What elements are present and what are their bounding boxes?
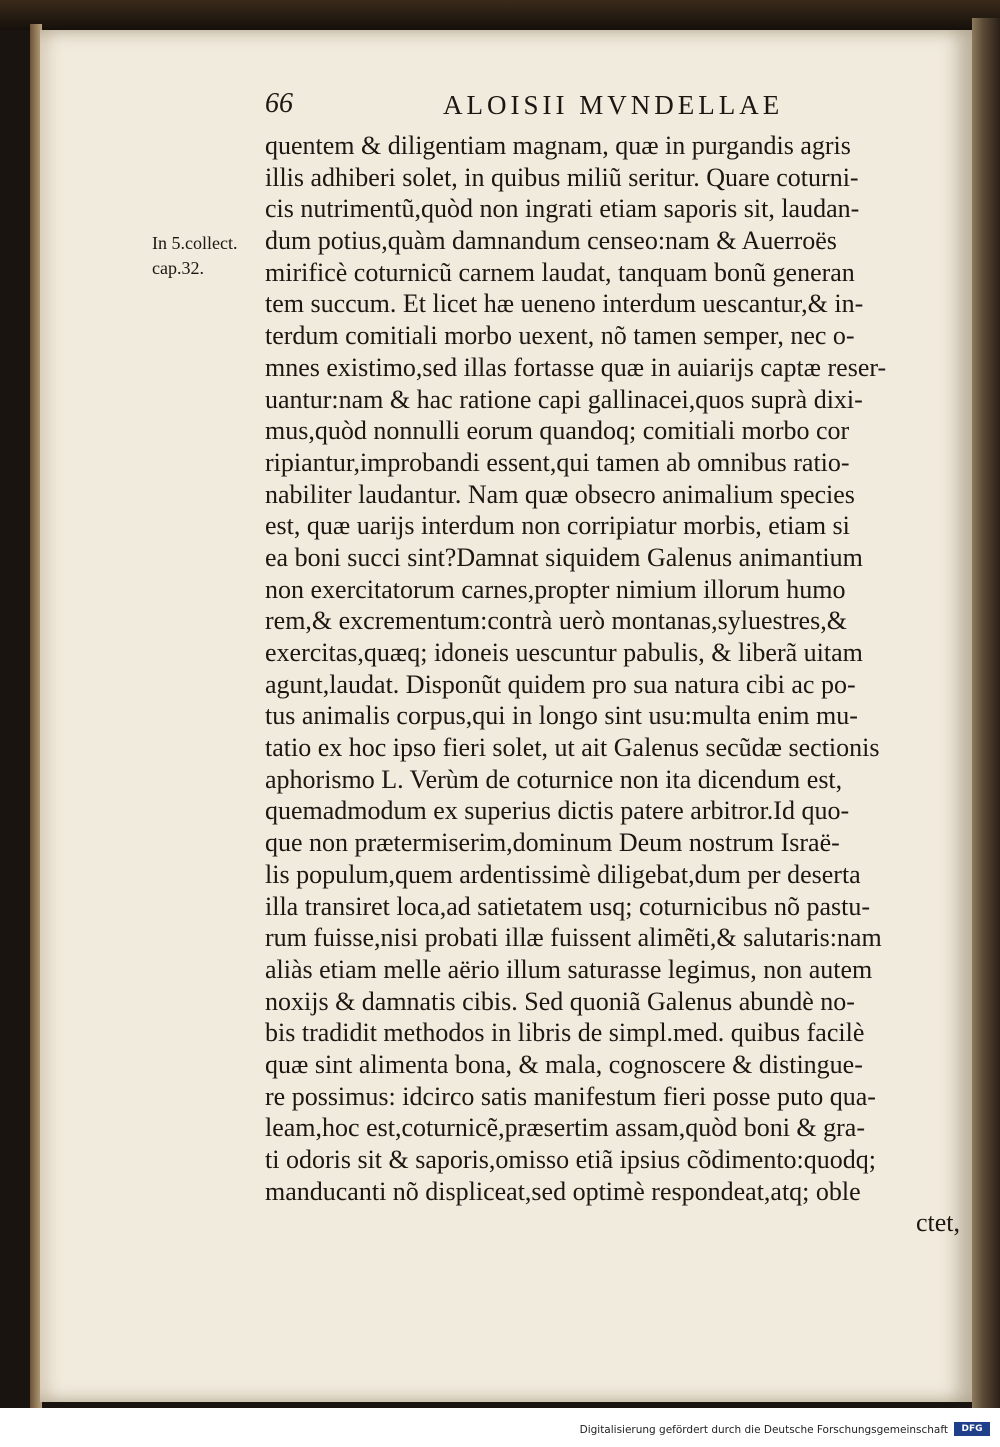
text-line: leam,hoc est,coturnicẽ,præsertim assam,quòd boni & gra- [265,1113,866,1143]
margin-note [152,231,262,281]
text-line: ti odoris sit & saporis,omisso etiã ipsius cõdimento:quodq; [265,1145,876,1174]
text-line: illis adhiberi solet, in quibus miliũ seritur. Quare coturni- [265,162,859,192]
text-line: est, quæ uarijs interdum non corripiatur morbis, etiam si [265,511,850,541]
text-line: mnes existimo,sed illas fortasse quæ in auiarijs captæ reser- [265,352,887,382]
text-line: tatio ex hoc ipso fieri solet, ut ait Galenus secũdæ sectionis [265,733,880,763]
text-line: tus animalis corpus,qui in longo sint usu:multa enim mu- [265,701,858,731]
margin-note-line: In 5.collect. [152,233,238,253]
running-title: ALOISII MVNDELLAE [443,90,784,120]
text-line: uantur:nam & hac ratione capi gallinacei,quos suprà dixi- [265,384,863,414]
body-text [265,130,960,1239]
text-line: illa transiret loca,ad satietatem usq; coturnicibus nõ pastu- [265,891,871,921]
text-line: que non prætermiserim,dominum Deum nostrum Israë- [265,828,840,858]
page-spine [972,18,1000,1408]
text-line: bis tradidit methodos in libris de simpl.med. quibus facilè [265,1018,865,1048]
text-line: rum fuisse,nisi probati illæ fuissent alimẽti,& salutaris:nam [265,923,882,953]
text-line: mirificè coturnicũ carnem laudat, tanquam bonũ generan [265,257,855,287]
text-line: aliàs etiam melle aërio illum saturasse legimus, non autem [265,954,873,984]
dfg-logo-icon: DFG [954,1422,990,1436]
text-line: dum potius,quàm damnandum censeo:nam & Auerroës [265,226,837,256]
text-line: quæ sint alimenta bona, & mala, cognoscere & distingue- [265,1049,863,1079]
text-line: quemadmodum ex superius dictis patere arbitror.Id quo- [265,796,850,826]
text-line: rem,& excrementum:contrà uerò montanas,syluestres,& [265,606,847,636]
text-line: mus,quòd nonnulli eorum quandoq; comitiali morbo cor [265,416,850,446]
text-line: lis populum,quem ardentissimè diligebat,dum per deserta [265,859,861,889]
text-line: ea boni succi sint?Damnat siquidem Galenus animantium [265,542,863,572]
book-edge-top [0,0,1000,30]
text-line: quentem & diligentiam magnam, quæ in purgandis agris [265,131,851,160]
text-line: terdum comitiali morbo uexent, nõ tamen semper, nec o- [265,321,855,351]
text-line: aphorismo L. Verùm de coturnice non ita dicendum est, [265,764,843,794]
text-line: non exercitatorum carnes,propter nimium illorum humo [265,574,846,604]
page-header [265,88,955,128]
text-line: agunt,laudat. Disponũt quidem pro sua natura cibi ac po- [265,669,856,699]
digitization-footer [0,1408,1000,1447]
text-line: noxijs & damnatis cibis. Sed quoniã Galenus abundè no- [265,986,855,1016]
catchword: ctet, [915,1208,960,1238]
margin-note-line: cap.32. [152,258,204,278]
footer-credit: Digitalisierung gefördert durch die Deutsche Forschungsgemeinschaft [579,1424,948,1436]
text-line: re possimus: idcirco satis manifestum fieri posse puto qua- [265,1081,876,1111]
text-line: cis nutrimentũ,quòd non ingrati etiam saporis sit, laudan- [265,194,860,224]
page-number: 66 [265,88,293,119]
text-line: tem succum. Et licet hæ ueneno interdum uescantur,& in- [265,289,864,319]
text-line: exercitas,quæq; idoneis uescuntur pabulis, & liberã uitam [265,638,863,667]
text-line: manducanti nõ displiceat,sed optimè respondeat,atq; oble [265,1176,861,1206]
text-line: ripiantur,improbandi essent,qui tamen ab omnibus ratio- [265,447,850,477]
text-line: nabiliter laudantur. Nam quæ obsecro animalium species [265,479,855,509]
